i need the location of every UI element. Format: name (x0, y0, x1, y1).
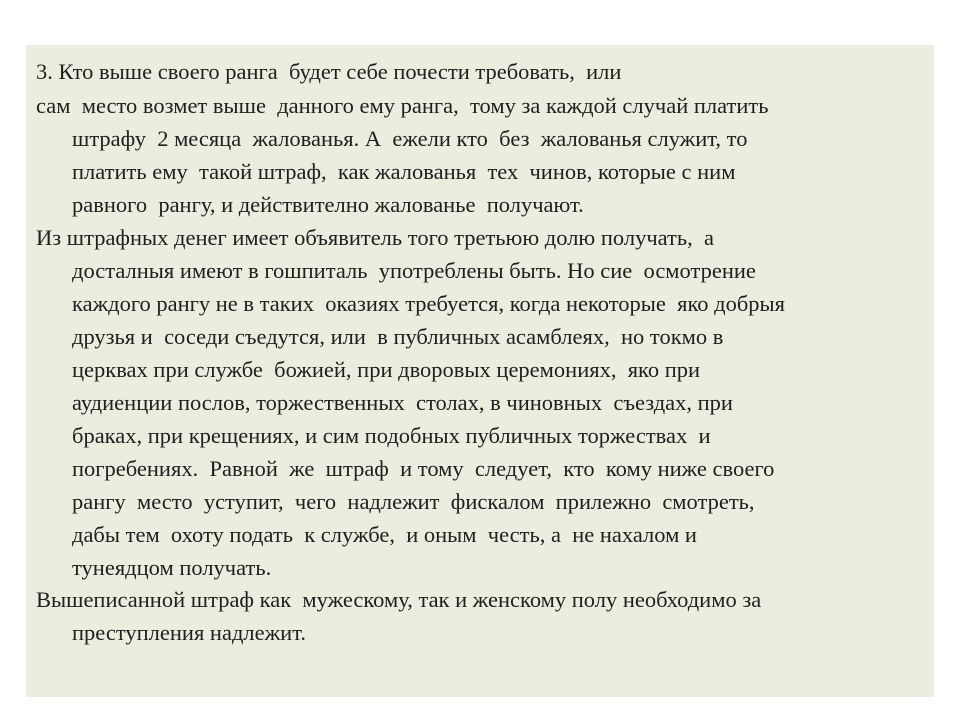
text-line: Вышеписанной штраф как мужескому, так и женскому полу необходимо за (36, 587, 762, 612)
text-line: церквах при службе божией, при дворовых церемониях, яко при (72, 357, 701, 382)
text-line: тунеядцом получать. (72, 555, 272, 580)
text-line: рангу место уступит, чего надлежит фискалом прилежно смотреть, (72, 489, 755, 514)
paragraph-2 (36, 89, 934, 221)
text-line: каждого рангу не в таких оказиях требуется, когда некоторые яко добрыя (72, 291, 786, 316)
text-line: дабы тем охоту подать к службе, и оным честь, а не нахалом и (72, 522, 697, 547)
text-line: штрафу 2 месяца жалованья. А ежели кто без жалованья служит, то (72, 126, 748, 151)
paragraph-4 (36, 583, 934, 649)
paragraph-1 (36, 55, 934, 88)
text-panel (26, 45, 934, 697)
text-line: сам место возмет выше данного ему ранга, тому за каждой случай платить (36, 93, 769, 118)
text-line: платить ему такой штраф, как жалованья тех чинов, которые с ним (72, 159, 736, 184)
text-line: равного рангу, и действително жалованье получают. (72, 192, 584, 217)
text-line: 3. Кто выше своего ранга будет себе почести требовать, или (36, 59, 622, 84)
text-line: аудиенции послов, торжественных столах, в чиновных съездах, при (72, 390, 733, 415)
text-line: погребениях. Равной же штраф и тому следует, кто кому ниже своего (72, 456, 775, 481)
paragraph-3 (36, 221, 934, 584)
text-line: преступления надлежит. (72, 620, 306, 645)
text-line: друзья и соседи съедутся, или в публичных асамблеях, но токмо в (72, 324, 724, 349)
text-line: браках, при крещениях, и сим подобных публичных торжествах и (72, 423, 711, 448)
text-line: досталныя имеют в гошпиталь употреблены быть. Но сие осмотрение (72, 258, 756, 283)
text-line: Из штрафных денег имеет объявитель того третьюю долю получать, а (36, 225, 715, 250)
